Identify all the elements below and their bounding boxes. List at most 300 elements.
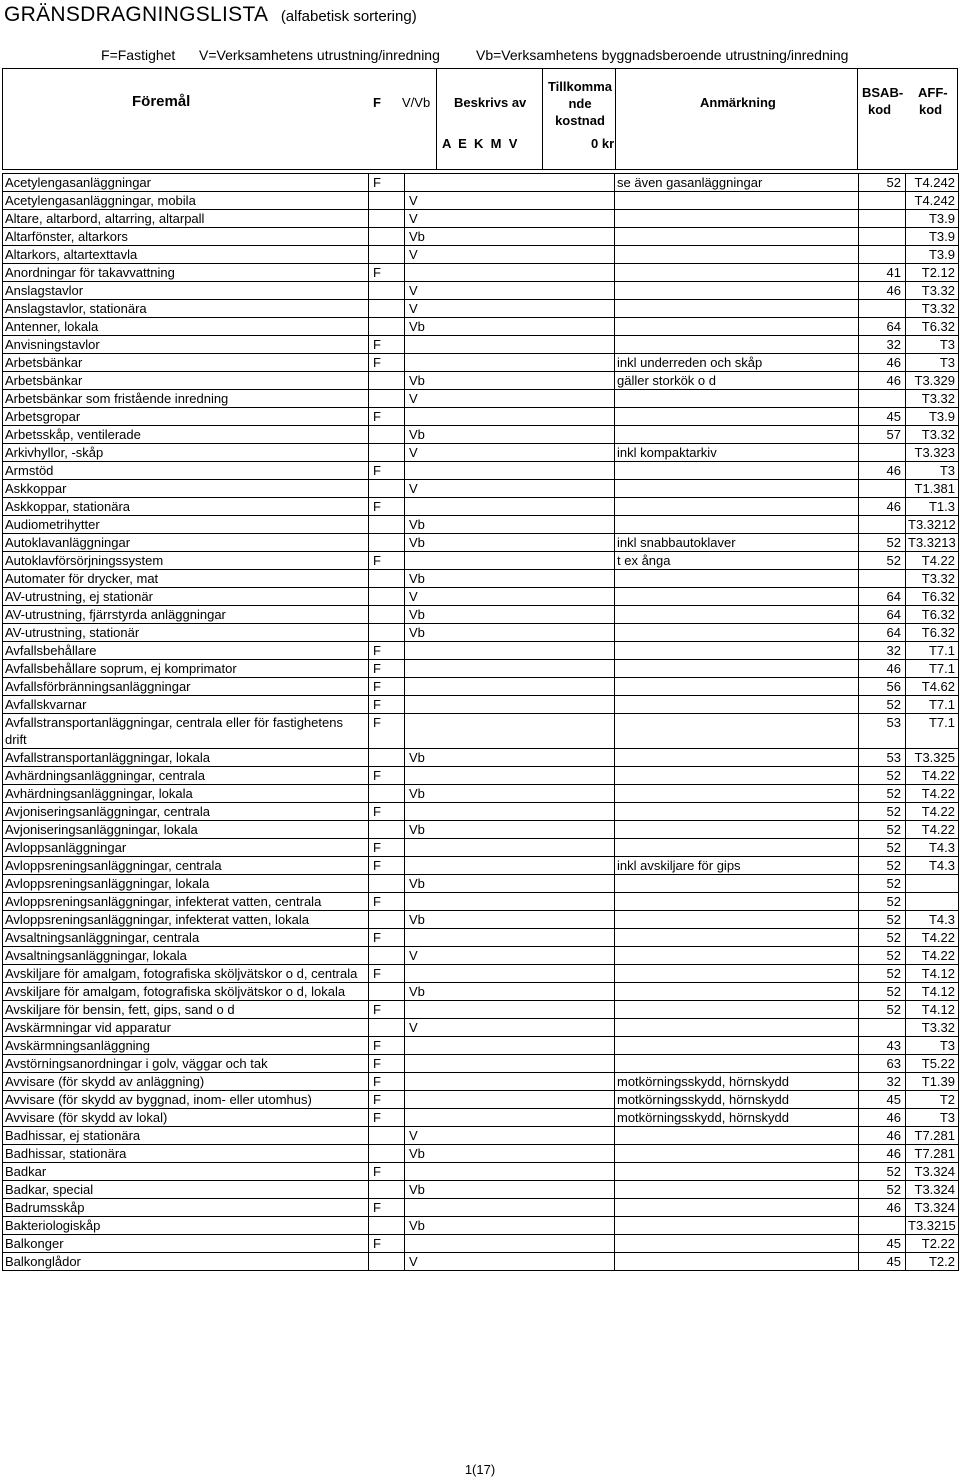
note — [615, 408, 859, 426]
v-marker: Vb — [405, 1181, 615, 1199]
bsab-code: 52 — [859, 1163, 906, 1181]
aff-code: T3.9 — [906, 246, 959, 264]
f-marker: F — [369, 1091, 405, 1109]
aff-code: T6.32 — [906, 588, 959, 606]
table-row — [3, 174, 959, 192]
table-row — [3, 300, 959, 318]
item-name: Avloppsreningsanläggningar, infekterat vatten, lokala — [3, 911, 369, 929]
aff-code: T3 — [906, 354, 959, 372]
bsab-code: 41 — [859, 264, 906, 282]
item-name: Badhissar, ej stationära — [3, 1127, 369, 1145]
table-row — [3, 372, 959, 390]
v-marker — [405, 354, 615, 372]
f-marker — [369, 1181, 405, 1199]
item-name: Avhärdningsanläggningar, centrala — [3, 767, 369, 785]
note: inkl avskiljare för gips — [615, 857, 859, 875]
bsab-code: 52 — [859, 767, 906, 785]
header-tillkommande-2: nde — [568, 96, 592, 111]
item-name: Avvisare (för skydd av lokal) — [3, 1109, 369, 1127]
v-marker: V — [405, 300, 615, 318]
table-row — [3, 875, 959, 893]
bsab-code: 45 — [859, 1091, 906, 1109]
item-name: Badkar — [3, 1163, 369, 1181]
bsab-code — [859, 1019, 906, 1037]
v-marker: V — [405, 588, 615, 606]
note: motkörningsskydd, hörnskydd — [615, 1073, 859, 1091]
v-marker: Vb — [405, 318, 615, 336]
bsab-code: 52 — [859, 893, 906, 911]
aff-code: T7.281 — [906, 1127, 959, 1145]
page-number: 1(17) — [464, 1462, 496, 1477]
note — [615, 1019, 859, 1037]
item-name: Altare, altarbord, altarring, altarpall — [3, 210, 369, 228]
bsab-code: 52 — [859, 785, 906, 803]
f-marker — [369, 534, 405, 552]
v-marker — [405, 893, 615, 911]
table-header — [2, 68, 958, 170]
v-marker: Vb — [405, 821, 615, 839]
table-row — [3, 480, 959, 498]
bsab-code: 52 — [859, 696, 906, 714]
aff-code: T3.3212 — [906, 516, 959, 534]
note — [615, 210, 859, 228]
note — [615, 1217, 859, 1235]
f-marker: F — [369, 929, 405, 947]
aff-code: T3.32 — [906, 1019, 959, 1037]
f-marker — [369, 875, 405, 893]
header-f: F — [373, 95, 381, 110]
title-main: GRÄNSDRAGNINGSLISTA — [4, 3, 269, 26]
table-row — [3, 857, 959, 875]
table-row — [3, 1109, 959, 1127]
f-marker: F — [369, 642, 405, 660]
note — [615, 678, 859, 696]
v-marker: Vb — [405, 749, 615, 767]
bsab-code: 32 — [859, 336, 906, 354]
bsab-code: 43 — [859, 1037, 906, 1055]
note — [615, 1127, 859, 1145]
bsab-code: 46 — [859, 282, 906, 300]
legend-vb: Vb=Verksamhetens byggnadsberoende utrustning/inredning — [476, 47, 849, 63]
item-name: Autoklavförsörjningssystem — [3, 552, 369, 570]
table-row — [3, 1091, 959, 1109]
item-name: Askkoppar, stationära — [3, 498, 369, 516]
v-marker — [405, 803, 615, 821]
aff-code: T7.1 — [906, 696, 959, 714]
table-row — [3, 228, 959, 246]
table-row — [3, 1127, 959, 1145]
bsab-code: 46 — [859, 1199, 906, 1217]
f-marker: F — [369, 1001, 405, 1019]
table-row — [3, 1073, 959, 1091]
legend-v: V=Verksamhetens utrustning/inredning — [199, 47, 440, 63]
note — [615, 336, 859, 354]
f-marker: F — [369, 552, 405, 570]
f-marker — [369, 1217, 405, 1235]
bsab-code: 52 — [859, 1001, 906, 1019]
table-row — [3, 426, 959, 444]
v-marker: Vb — [405, 875, 615, 893]
note — [615, 588, 859, 606]
f-marker: F — [369, 714, 405, 749]
item-name: Autoklavanläggningar — [3, 534, 369, 552]
bsab-code: 46 — [859, 498, 906, 516]
header-bsab-1: BSAB- — [862, 85, 904, 100]
note — [615, 426, 859, 444]
header-aff-2: kod — [919, 102, 943, 117]
bsab-code: 52 — [859, 1181, 906, 1199]
f-marker: F — [369, 1199, 405, 1217]
v-marker: V — [405, 444, 615, 462]
item-name: Antenner, lokala — [3, 318, 369, 336]
aff-code: T4.62 — [906, 678, 959, 696]
aff-code: T4.22 — [906, 767, 959, 785]
item-name: Avjoniseringsanläggningar, lokala — [3, 821, 369, 839]
f-marker: F — [369, 803, 405, 821]
bsab-code — [859, 516, 906, 534]
note — [615, 965, 859, 983]
f-marker — [369, 318, 405, 336]
aff-code: T3 — [906, 462, 959, 480]
table-row — [3, 606, 959, 624]
v-marker — [405, 264, 615, 282]
note — [615, 947, 859, 965]
v-marker: Vb — [405, 516, 615, 534]
header-tillkommande-1: Tillkomma — [547, 79, 613, 94]
table-row — [3, 1163, 959, 1181]
note — [615, 642, 859, 660]
bsab-code: 64 — [859, 318, 906, 336]
f-marker: F — [369, 264, 405, 282]
note — [615, 1145, 859, 1163]
legend-f: F=Fastighet — [101, 47, 176, 63]
bsab-code: 52 — [859, 534, 906, 552]
bsab-code: 57 — [859, 426, 906, 444]
v-marker — [405, 1163, 615, 1181]
v-marker: Vb — [405, 785, 615, 803]
v-marker: Vb — [405, 372, 615, 390]
v-marker — [405, 1073, 615, 1091]
v-marker — [405, 714, 615, 749]
item-name: Avfallsförbränningsanläggningar — [3, 678, 369, 696]
header-zero-kr: 0 kr — [591, 136, 615, 151]
note — [615, 1163, 859, 1181]
bsab-code — [859, 444, 906, 462]
header-aff-1: AFF- — [918, 85, 948, 100]
table-row — [3, 1253, 959, 1271]
aff-code: T4.242 — [906, 174, 959, 192]
f-marker: F — [369, 1163, 405, 1181]
item-name: Balkonger — [3, 1235, 369, 1253]
v-marker: Vb — [405, 983, 615, 1001]
v-marker: Vb — [405, 228, 615, 246]
bsab-code: 52 — [859, 947, 906, 965]
bsab-code — [859, 1217, 906, 1235]
bsab-code: 63 — [859, 1055, 906, 1073]
aff-code: T3.9 — [906, 210, 959, 228]
v-marker: V — [405, 390, 615, 408]
item-name: Anslagstavlor, stationära — [3, 300, 369, 318]
aff-code — [906, 893, 959, 911]
aff-code: T6.32 — [906, 624, 959, 642]
bsab-code: 53 — [859, 714, 906, 749]
note — [615, 498, 859, 516]
note — [615, 1181, 859, 1199]
bsab-code: 64 — [859, 624, 906, 642]
note — [615, 696, 859, 714]
note — [615, 282, 859, 300]
aff-code: T4.12 — [906, 1001, 959, 1019]
note — [615, 1235, 859, 1253]
aff-code: T4.22 — [906, 803, 959, 821]
note — [615, 714, 859, 749]
v-marker — [405, 767, 615, 785]
table-row — [3, 965, 959, 983]
item-name: Avsaltningsanläggningar, lokala — [3, 947, 369, 965]
table-row — [3, 929, 959, 947]
table-row — [3, 570, 959, 588]
item-name: Avskiljare för amalgam, fotografiska sköljvätskor o d, centrala — [3, 965, 369, 983]
aff-code: T3.324 — [906, 1163, 959, 1181]
table-row — [3, 336, 959, 354]
f-marker: F — [369, 408, 405, 426]
item-name: Avfallstransportanläggningar, centrala eller för fastighetens drift — [3, 714, 369, 749]
bsab-code — [859, 480, 906, 498]
v-marker — [405, 660, 615, 678]
aff-code: T3.9 — [906, 408, 959, 426]
bsab-code — [859, 300, 906, 318]
v-marker — [405, 696, 615, 714]
item-name: Balkonglådor — [3, 1253, 369, 1271]
table-row — [3, 785, 959, 803]
item-name: Armstöd — [3, 462, 369, 480]
f-marker — [369, 372, 405, 390]
bsab-code: 52 — [859, 552, 906, 570]
v-marker — [405, 1001, 615, 1019]
aff-code: T3.32 — [906, 390, 959, 408]
aff-code: T3.32 — [906, 426, 959, 444]
item-name: Avvisare (för skydd av anläggning) — [3, 1073, 369, 1091]
item-name: Avsaltningsanläggningar, centrala — [3, 929, 369, 947]
note — [615, 1037, 859, 1055]
item-name: Bakteriologiskåp — [3, 1217, 369, 1235]
f-marker: F — [369, 1037, 405, 1055]
bsab-code: 64 — [859, 606, 906, 624]
boundary-table — [2, 173, 959, 1271]
note — [615, 1055, 859, 1073]
f-marker: F — [369, 354, 405, 372]
item-name: Acetylengasanläggningar — [3, 174, 369, 192]
v-marker: V — [405, 192, 615, 210]
v-marker: V — [405, 947, 615, 965]
v-marker — [405, 1091, 615, 1109]
aff-code: T3 — [906, 1109, 959, 1127]
aff-code: T7.1 — [906, 660, 959, 678]
f-marker — [369, 624, 405, 642]
note — [615, 300, 859, 318]
table-row — [3, 749, 959, 767]
f-marker — [369, 1253, 405, 1271]
bsab-code: 52 — [859, 803, 906, 821]
note — [615, 893, 859, 911]
item-name: Badhissar, stationära — [3, 1145, 369, 1163]
document-title — [4, 3, 417, 27]
bsab-code: 52 — [859, 929, 906, 947]
item-name: Altarfönster, altarkors — [3, 228, 369, 246]
item-name: Avloppsreningsanläggningar, centrala — [3, 857, 369, 875]
aff-code: T2.2 — [906, 1253, 959, 1271]
table-row — [3, 516, 959, 534]
table-row — [3, 1181, 959, 1199]
header-vvb: V/Vb — [402, 95, 431, 110]
item-name: Anvisningstavlor — [3, 336, 369, 354]
item-name: Avfallsbehållare — [3, 642, 369, 660]
table-row — [3, 552, 959, 570]
table-row — [3, 1037, 959, 1055]
f-marker: F — [369, 462, 405, 480]
note — [615, 749, 859, 767]
table-row — [3, 210, 959, 228]
f-marker: F — [369, 767, 405, 785]
note — [615, 318, 859, 336]
note — [615, 767, 859, 785]
f-marker — [369, 210, 405, 228]
note — [615, 1001, 859, 1019]
item-name: Avskiljare för amalgam, fotografiska sköljvätskor o d, lokala — [3, 983, 369, 1001]
f-marker: F — [369, 336, 405, 354]
aff-code: T3.32 — [906, 570, 959, 588]
f-marker: F — [369, 1055, 405, 1073]
v-marker: Vb — [405, 624, 615, 642]
f-marker: F — [369, 696, 405, 714]
table-row — [3, 1001, 959, 1019]
note — [615, 875, 859, 893]
aff-code: T3.3213 — [906, 534, 959, 552]
item-name: Avstörningsanordningar i golv, väggar och tak — [3, 1055, 369, 1073]
aff-code: T4.3 — [906, 857, 959, 875]
note — [615, 624, 859, 642]
v-marker: V — [405, 246, 615, 264]
aff-code: T4.3 — [906, 911, 959, 929]
f-marker: F — [369, 174, 405, 192]
v-marker: Vb — [405, 1217, 615, 1235]
f-marker — [369, 1145, 405, 1163]
bsab-code: 52 — [859, 821, 906, 839]
item-name: AV-utrustning, ej stationär — [3, 588, 369, 606]
v-marker — [405, 408, 615, 426]
f-marker — [369, 588, 405, 606]
note — [615, 1199, 859, 1217]
v-marker — [405, 1109, 615, 1127]
header-aekmv: A E K M V — [442, 136, 518, 151]
note — [615, 1253, 859, 1271]
bsab-code: 52 — [859, 839, 906, 857]
table-row — [3, 660, 959, 678]
v-marker — [405, 552, 615, 570]
aff-code: T3.3215 — [906, 1217, 959, 1235]
table-row — [3, 911, 959, 929]
item-name: Badrumsskåp — [3, 1199, 369, 1217]
bsab-code — [859, 570, 906, 588]
f-marker: F — [369, 1235, 405, 1253]
f-marker — [369, 246, 405, 264]
aff-code: T7.1 — [906, 714, 959, 749]
item-name: Avloppsanläggningar — [3, 839, 369, 857]
table-row — [3, 1055, 959, 1073]
table-row — [3, 893, 959, 911]
item-name: Arbetsbänkar — [3, 372, 369, 390]
header-beskrivs-av: Beskrivs av — [454, 95, 527, 110]
aff-code: T2.12 — [906, 264, 959, 282]
note — [615, 821, 859, 839]
v-marker: V — [405, 210, 615, 228]
f-marker: F — [369, 660, 405, 678]
note — [615, 570, 859, 588]
f-marker — [369, 821, 405, 839]
item-name: Avfallsbehållare soprum, ej komprimator — [3, 660, 369, 678]
aff-code: T4.22 — [906, 552, 959, 570]
item-name: Avfallstransportanläggningar, lokala — [3, 749, 369, 767]
v-marker: Vb — [405, 606, 615, 624]
v-marker — [405, 498, 615, 516]
bsab-code — [859, 210, 906, 228]
v-marker — [405, 857, 615, 875]
aff-code: T4.242 — [906, 192, 959, 210]
table-row — [3, 803, 959, 821]
f-marker — [369, 606, 405, 624]
note: inkl underreden och skåp — [615, 354, 859, 372]
v-marker — [405, 1235, 615, 1253]
bsab-code: 32 — [859, 1073, 906, 1091]
f-marker — [369, 911, 405, 929]
aff-code: T7.281 — [906, 1145, 959, 1163]
table-row — [3, 588, 959, 606]
v-marker: V — [405, 1127, 615, 1145]
note: se även gasanläggningar — [615, 174, 859, 192]
table-row — [3, 1235, 959, 1253]
aff-code: T4.22 — [906, 929, 959, 947]
table-row — [3, 1145, 959, 1163]
f-marker — [369, 282, 405, 300]
v-marker: V — [405, 1019, 615, 1037]
item-name: Anordningar för takavvattning — [3, 264, 369, 282]
v-marker: Vb — [405, 426, 615, 444]
bsab-code: 45 — [859, 1253, 906, 1271]
aff-code: T3.329 — [906, 372, 959, 390]
f-marker — [369, 480, 405, 498]
aff-code: T2 — [906, 1091, 959, 1109]
note — [615, 839, 859, 857]
v-marker — [405, 1055, 615, 1073]
v-marker: V — [405, 282, 615, 300]
item-name: Automater för drycker, mat — [3, 570, 369, 588]
v-marker — [405, 174, 615, 192]
item-name: Avvisare (för skydd av byggnad, inom- eller utomhus) — [3, 1091, 369, 1109]
aff-code: T6.32 — [906, 318, 959, 336]
aff-code: T3.323 — [906, 444, 959, 462]
item-name: Audiometrihytter — [3, 516, 369, 534]
item-name: Avskärmningar vid apparatur — [3, 1019, 369, 1037]
f-marker — [369, 228, 405, 246]
f-marker: F — [369, 1073, 405, 1091]
aff-code: T7.1 — [906, 642, 959, 660]
table-row — [3, 408, 959, 426]
item-name: Arbetsbänkar som fristående inredning — [3, 390, 369, 408]
aff-code: T1.39 — [906, 1073, 959, 1091]
f-marker: F — [369, 965, 405, 983]
bsab-code — [859, 246, 906, 264]
aff-code: T3.32 — [906, 300, 959, 318]
